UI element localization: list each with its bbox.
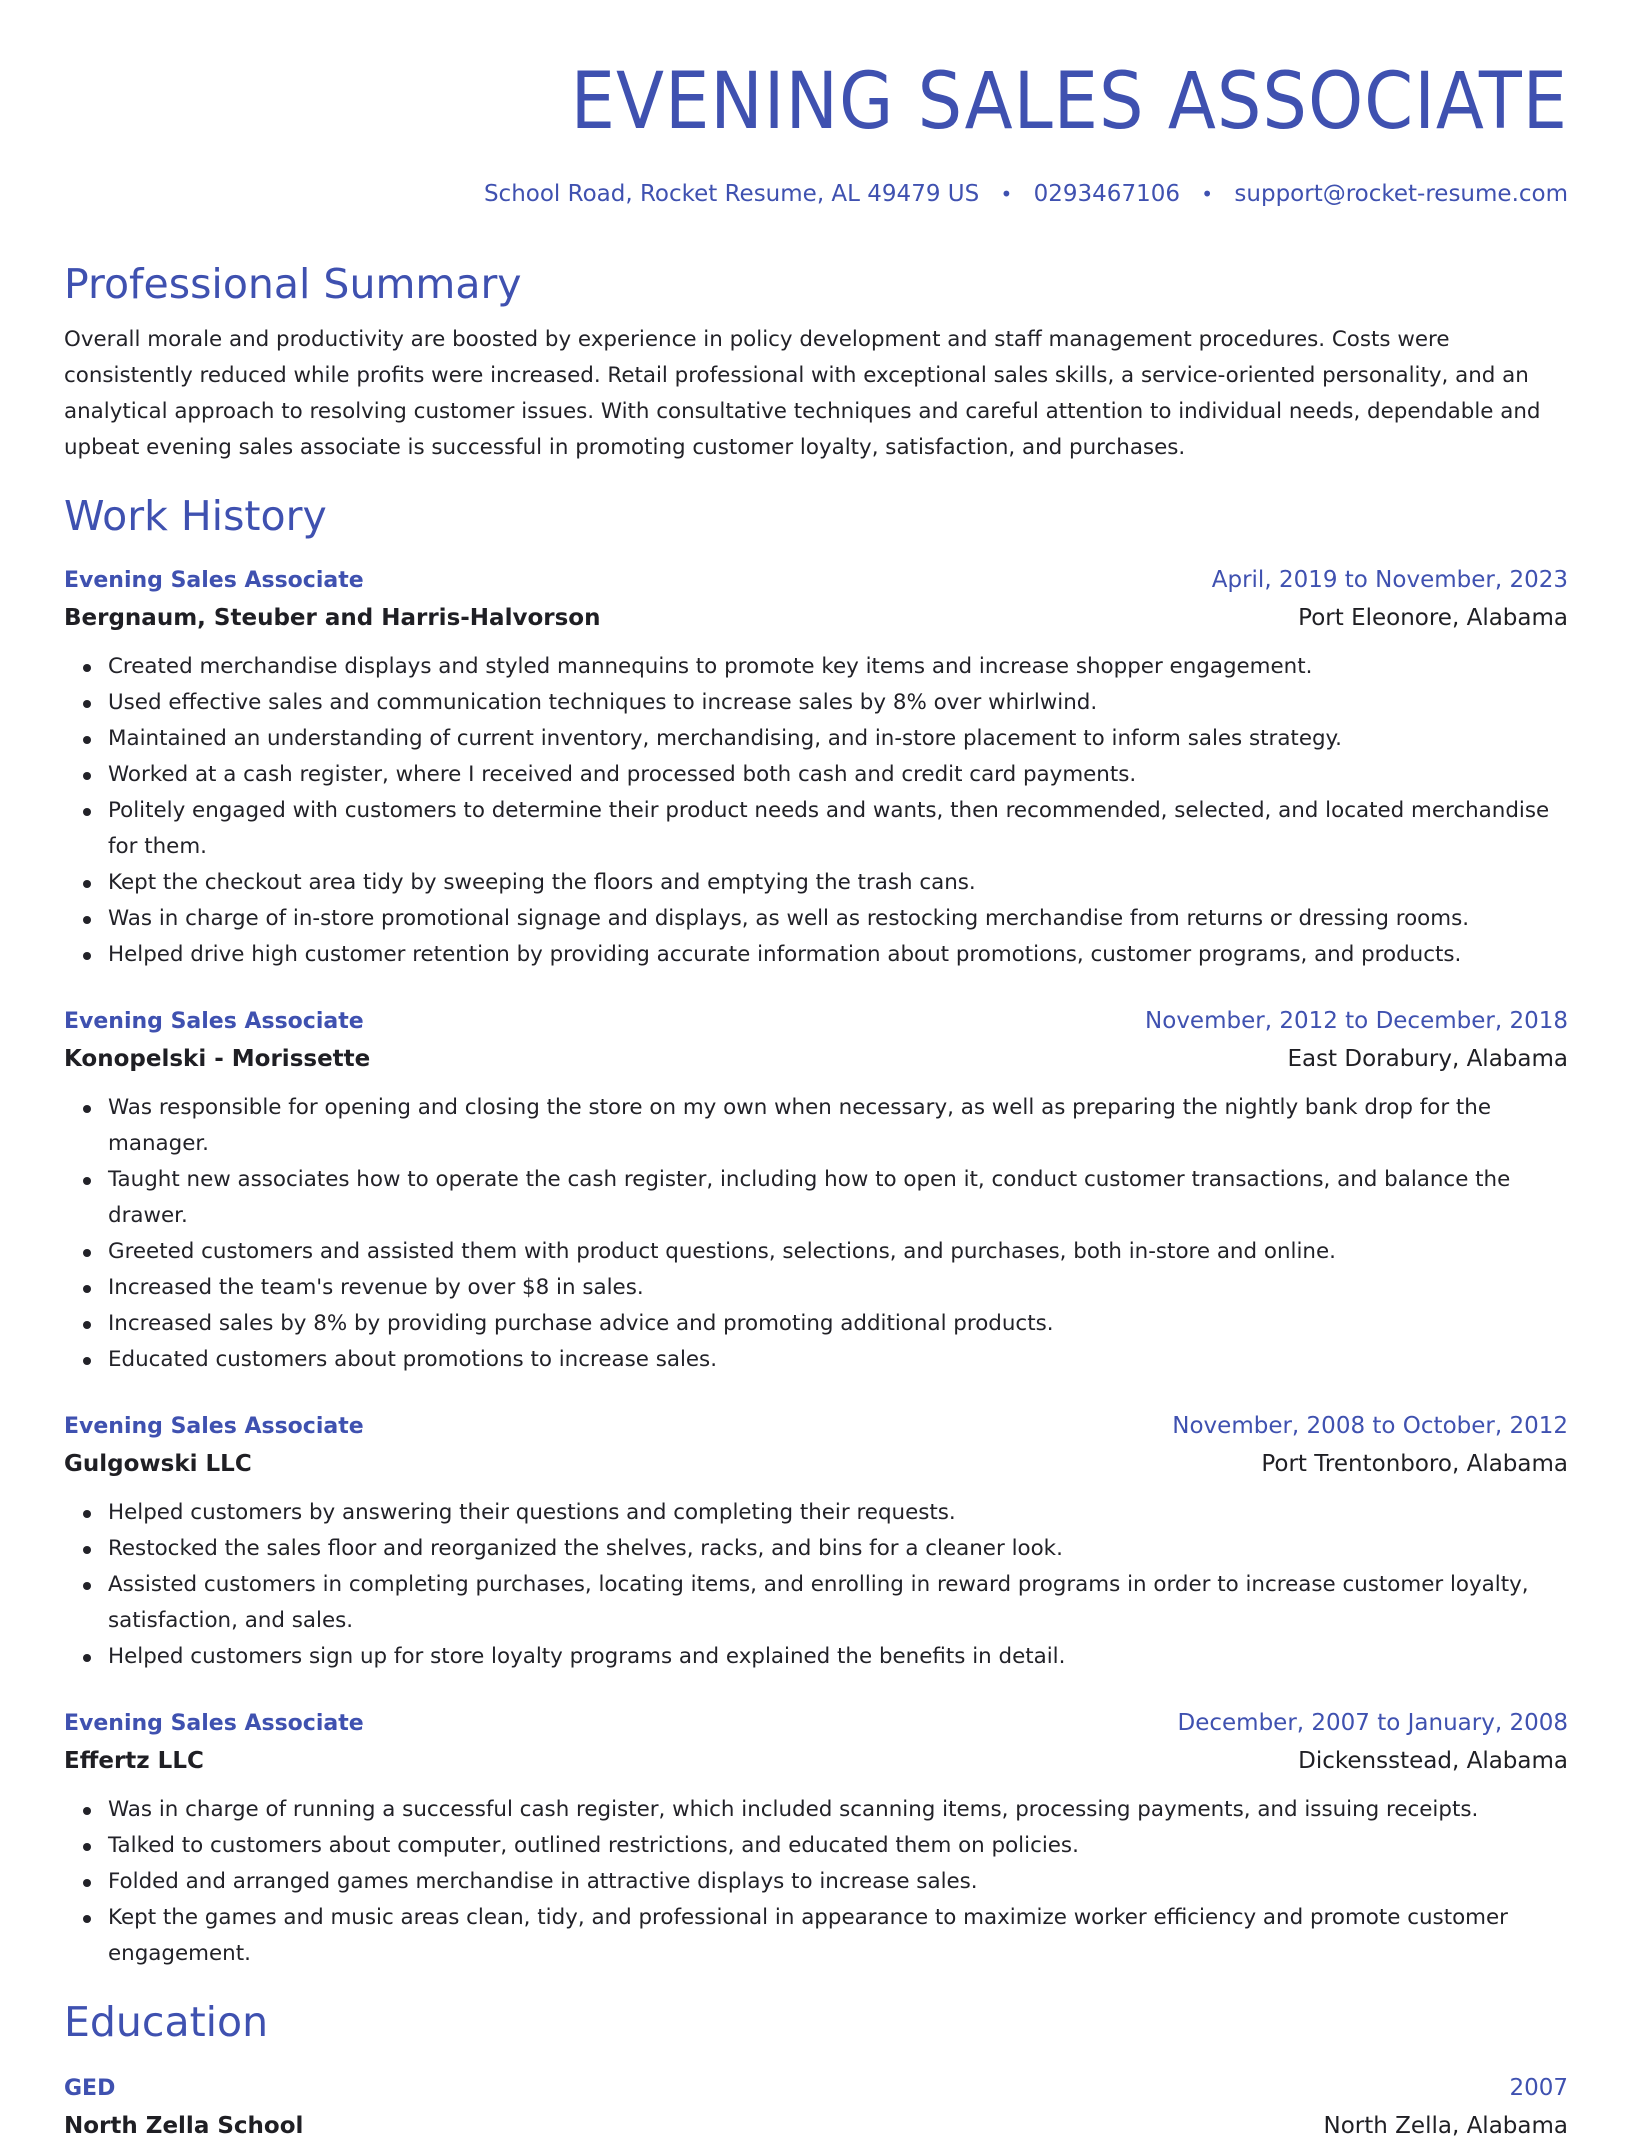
job-bullet: Worked at a cash register, where I received and processed both cash and credit card payments. — [108, 757, 1568, 793]
education-location: North Zella, Alabama — [1323, 2113, 1568, 2139]
job-location: Dickensstead, Alabama — [1298, 1748, 1568, 1774]
job-company-row — [64, 1445, 1568, 1483]
job-company-row — [64, 1742, 1568, 1780]
job-header-row — [64, 562, 1568, 599]
contact-address: School Road, Rocket Resume, AL 49479 US — [483, 181, 980, 207]
job-location: Port Trentonboro, Alabama — [1261, 1451, 1568, 1477]
job-bullet: Greeted customers and assisted them with product questions, selections, and purchases, both in-store and online. — [108, 1234, 1568, 1270]
job-bullet: Taught new associates how to operate the cash register, including how to open it, conduct customer transactions, and balance the drawer. — [108, 1162, 1568, 1234]
job-title: Evening Sales Associate — [64, 1414, 364, 1439]
job-header-row — [64, 1003, 1568, 1040]
job-bullet: Kept the games and music areas clean, tidy, and professional in appearance to maximize worker efficiency and promote customer engagement. — [108, 1900, 1568, 1972]
company-name: Effertz LLC — [64, 1748, 204, 1774]
job-bullet: Talked to customers about computer, outlined restrictions, and educated them on policies. — [108, 1828, 1568, 1864]
job-dates: November, 2008 to October, 2012 — [1172, 1413, 1568, 1439]
job-entry — [64, 562, 1568, 973]
education-entry — [64, 2070, 1568, 2145]
job-header-row — [64, 1408, 1568, 1445]
job-dates: November, 2012 to December, 2018 — [1145, 1008, 1568, 1034]
job-bullet: Folded and arranged games merchandise in attractive displays to increase sales. — [108, 1864, 1568, 1900]
education-school: North Zella School — [64, 2113, 304, 2139]
job-location: Port Eleonore, Alabama — [1298, 605, 1568, 631]
company-name: Gulgowski LLC — [64, 1451, 252, 1477]
education-degree: GED — [64, 2076, 116, 2101]
job-bullet-list — [64, 1090, 1568, 1378]
contact-email[interactable]: support@rocket-resume.com — [1234, 181, 1568, 207]
job-bullet-list — [64, 1495, 1568, 1675]
education-list — [64, 2070, 1568, 2145]
contact-separator: • — [1201, 182, 1214, 206]
job-dates: December, 2007 to January, 2008 — [1177, 1710, 1568, 1736]
job-title: Evening Sales Associate — [64, 568, 364, 593]
section-heading-work-history: Work History — [64, 492, 327, 540]
resume-title: EVENING SALES ASSOCIATE — [570, 57, 1568, 147]
job-bullet: Kept the checkout area tidy by sweeping the floors and emptying the trash cans. — [108, 865, 1568, 901]
job-bullet-list — [64, 649, 1568, 973]
job-bullet: Created merchandise displays and styled mannequins to promote key items and increase shopper engagement. — [108, 649, 1568, 685]
section-heading-summary: Professional Summary — [64, 260, 522, 308]
company-name: Bergnaum, Steuber and Harris-Halvorson — [64, 605, 601, 631]
job-entry — [64, 1003, 1568, 1378]
job-bullet-list — [64, 1792, 1568, 1972]
contact-separator: • — [1000, 182, 1013, 206]
job-bullet: Helped customers sign up for store loyalty programs and explained the benefits in detail. — [108, 1639, 1568, 1675]
job-title: Evening Sales Associate — [64, 1009, 364, 1034]
summary-text: Overall morale and productivity are boosted by experience in policy development and staff management procedures. Costs were consistently reduced while profits were increased. Retail professional with exceptional sales skills, a service-oriented personality, and an analytical approach to resolving customer issues. With consultative techniques and careful attention to individual needs, dependable and upbeat evening sales associate is successful in promoting customer loyalty, satisfaction, and purchases. — [64, 327, 1541, 460]
company-name: Konopelski - Morissette — [64, 1046, 371, 1072]
job-bullet: Helped customers by answering their questions and completing their requests. — [108, 1495, 1568, 1531]
job-bullet: Educated customers about promotions to increase sales. — [108, 1342, 1568, 1378]
job-bullet: Restocked the sales floor and reorganized the shelves, racks, and bins for a cleaner look. — [108, 1531, 1568, 1567]
job-bullet: Used effective sales and communication techniques to increase sales by 8% over whirlwind. — [108, 685, 1568, 721]
section-heading-education: Education — [64, 1998, 269, 2046]
job-bullet: Assisted customers in completing purchases, locating items, and enrolling in reward programs in order to increase customer loyalty, satisfaction, and sales. — [108, 1567, 1568, 1639]
contact-line — [64, 178, 1568, 210]
job-bullet: Was responsible for opening and closing the store on my own when necessary, as well as preparing the nightly bank drop for the manager. — [108, 1090, 1568, 1162]
education-school-row — [64, 2107, 1568, 2145]
job-location: East Dorabury, Alabama — [1287, 1046, 1568, 1072]
job-company-row — [64, 1040, 1568, 1078]
job-title: Evening Sales Associate — [64, 1711, 364, 1736]
job-dates: April, 2019 to November, 2023 — [1211, 567, 1568, 593]
job-entry — [64, 1705, 1568, 1972]
job-entry — [64, 1408, 1568, 1675]
job-bullet: Politely engaged with customers to determine their product needs and wants, then recommended, selected, and located merchandise for them. — [108, 793, 1568, 865]
job-bullet: Increased the team's revenue by over $8 in sales. — [108, 1270, 1568, 1306]
job-bullet: Helped drive high customer retention by providing accurate information about promotions, customer programs, and products. — [108, 937, 1568, 973]
work-history-list — [64, 562, 1568, 1972]
job-bullet: Maintained an understanding of current inventory, merchandising, and in-store placement to inform sales strategy. — [108, 721, 1568, 757]
job-bullet: Increased sales by 8% by providing purchase advice and promoting additional products. — [108, 1306, 1568, 1342]
education-year: 2007 — [1509, 2075, 1568, 2101]
education-header-row — [64, 2070, 1568, 2107]
job-bullet: Was in charge of running a successful cash register, which included scanning items, processing payments, and issuing receipts. — [108, 1792, 1568, 1828]
job-bullet: Was in charge of in-store promotional signage and displays, as well as restocking merchandise from returns or dressing rooms. — [108, 901, 1568, 937]
contact-phone: 0293467106 — [1033, 181, 1180, 207]
job-company-row — [64, 599, 1568, 637]
job-header-row — [64, 1705, 1568, 1742]
